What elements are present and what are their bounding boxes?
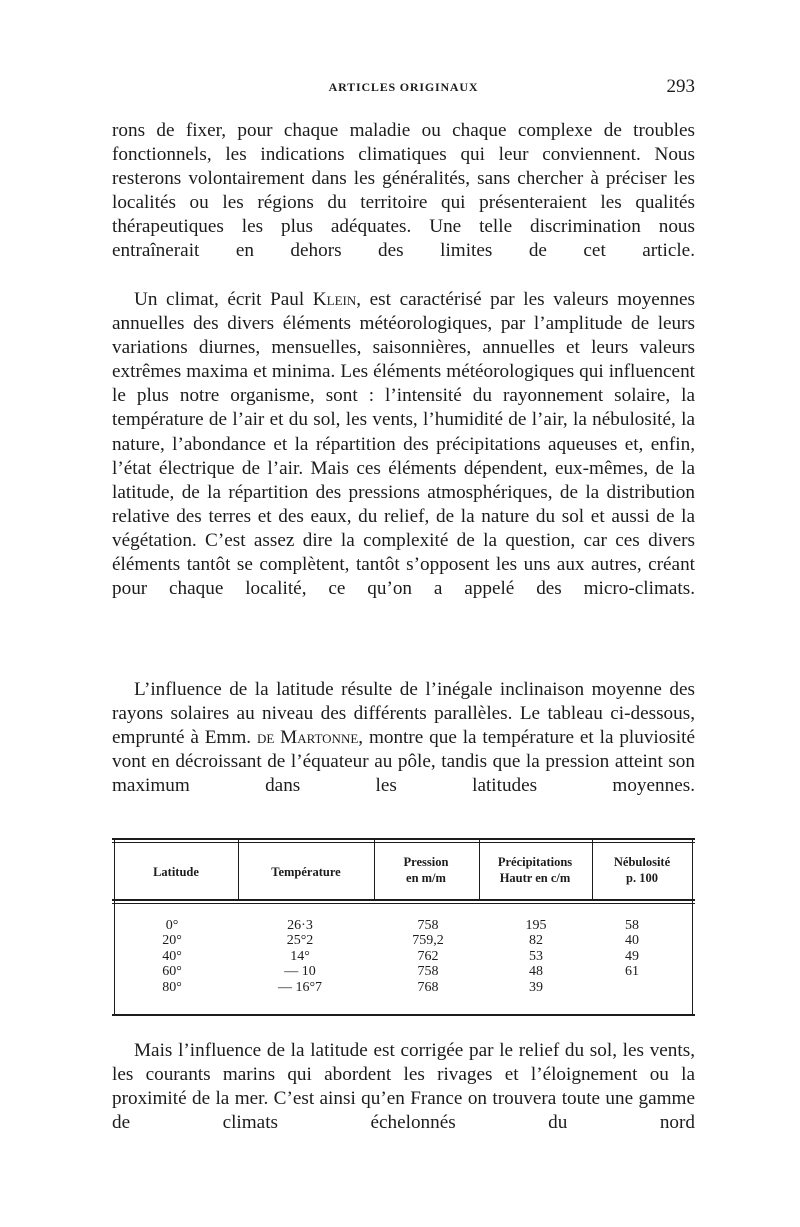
column-divider <box>374 838 375 900</box>
column-divider <box>238 838 239 900</box>
table-cell: 14° <box>290 948 310 964</box>
header-precipitations-line-1: Précipitations <box>497 855 573 869</box>
paragraph-3 <box>112 678 695 798</box>
paragraph-2-text-a: Un climat, écrit Paul <box>134 289 313 310</box>
table-cell: 195 <box>525 918 547 933</box>
header-temperature: Température <box>271 865 341 879</box>
table-cell: — 16°7 <box>277 979 323 995</box>
table-cell: 40 <box>625 933 639 949</box>
table-cell: 26·3 <box>287 918 313 933</box>
header-latitude: Latitude <box>153 865 199 879</box>
table-cell: 61 <box>625 964 639 980</box>
table-cell: — 10 <box>284 964 316 980</box>
paragraph-1: rons de fixer, pour chaque maladie ou chaque complexe de troubles fonctionnels, les indications climatiques qui leur conviennent. Nous resterons volontairement dans les généralités, sans chercher à préciser les localités ou les régions du territoire qui présenteraient les qualités thérapeutiques les plus adéquates. Une telle discrimination nous entraînerait en dehors des limites de cet article. <box>112 120 695 262</box>
header-pression-line-2: en m/m <box>406 871 446 885</box>
running-head: ARTICLES ORIGINAUX <box>328 80 479 94</box>
page-number: 293 <box>666 76 695 97</box>
column-divider <box>592 838 593 900</box>
table-header-rule-thin <box>112 903 695 904</box>
column-divider <box>479 838 480 900</box>
paragraph-2-text-b: , est caractérisé par les valeurs moyennes annuelles des divers éléments météorologiques, par l’amplitude de leurs variations diurnes, mensuelles, saisonnières, annuelles et leurs valeurs extrêmes maxima et minima. Les éléments météorologiques qui influencent le plus notre organisme, sont : l’intensité du rayonnement solaire, la température de l’air et du sol, les vents, l’humidité de l’air, la nébulosité, la nature, l’abondance et la répartition des précipitations aqueuses et, enfin, l’état électrique de l’air. Mais ces éléments dépendent, eux-mêmes, de la latitude, de la répartition des pressions atmosphériques, de la distribution relative des terres et des eaux, du relief, de la nature du sol et aussi de la végétation. C’est assez dire la complexité de la question, car ces divers éléments tantôt se complètent, tantôt s’opposent les uns aux autres, créant pour chaque localité, ce qu’on a appelé des micro-climats. <box>112 289 695 600</box>
table-cell: 759,2 <box>412 933 444 949</box>
table-cell: 40° <box>162 948 182 964</box>
climate-latitude-table <box>112 838 695 1016</box>
table-top-rule <box>112 838 695 840</box>
paragraph-3-text-b: , montre que la température et la pluviosité vont en décroissant de l’équateur au pôle, tandis que la pression atteint son maximum dans les latitudes moyennes. <box>112 727 695 797</box>
table-cell: 20° <box>162 933 182 949</box>
table-cell: 762 <box>417 948 439 964</box>
table-cell: 39 <box>529 979 543 995</box>
table-cell: 53 <box>529 948 543 964</box>
table-cell: 49 <box>625 948 639 964</box>
table-border-right <box>692 838 693 1016</box>
table-top-rule-thin <box>112 842 695 843</box>
table-cell: 60° <box>162 964 182 980</box>
header-nebulosite <box>614 854 670 886</box>
table-cell: 0° <box>165 918 179 933</box>
column-precipitations <box>526 918 547 995</box>
header-pression <box>404 854 449 886</box>
author-klein: Klein <box>312 289 357 310</box>
table-bottom-rule <box>112 1014 695 1016</box>
column-nebulosite <box>625 918 639 980</box>
paragraph-2 <box>112 288 695 601</box>
table-cell: 758 <box>417 918 439 933</box>
table-cell: 48 <box>529 964 543 980</box>
table-cell: 25°2 <box>286 933 314 949</box>
header-precipitations <box>498 854 572 886</box>
table-cell: 758 <box>417 964 439 980</box>
table-cell: 82 <box>529 933 543 949</box>
header-pression-line-1: Pression <box>403 855 449 869</box>
header-nebulosite-line-2: p. 100 <box>626 871 658 885</box>
author-martonne: de Martonne <box>256 727 359 749</box>
table-header-rule <box>112 899 695 901</box>
paragraph-4: Mais l’influence de la latitude est corrigée par le relief du sol, les vents, les courants marins qui abordent les rivages et l’éloignement ou la proximité de la mer. C’est ainsi qu’en France on trouvera toute une gamme de climats échelonnés du nord <box>112 1040 695 1134</box>
header-precipitations-line-2: Hautr en c/m <box>499 871 571 885</box>
table-cell: 58 <box>625 918 639 933</box>
header-nebulosite-line-1: Nébulosité <box>613 855 671 869</box>
column-temperature <box>278 918 322 995</box>
paragraph-3-text-a: L’influence de la latitude résulte de l’inégale inclinaison moyenne des rayons solaires au niveau des différents parallèles. Le tableau ci-dessous, emprunté à Emm. <box>112 679 695 749</box>
column-pression <box>412 918 444 995</box>
table-cell: 768 <box>417 979 439 995</box>
table-cell: 80° <box>162 979 182 995</box>
page-header <box>112 78 695 102</box>
column-latitude <box>162 918 182 995</box>
table-border-left <box>114 838 115 1016</box>
